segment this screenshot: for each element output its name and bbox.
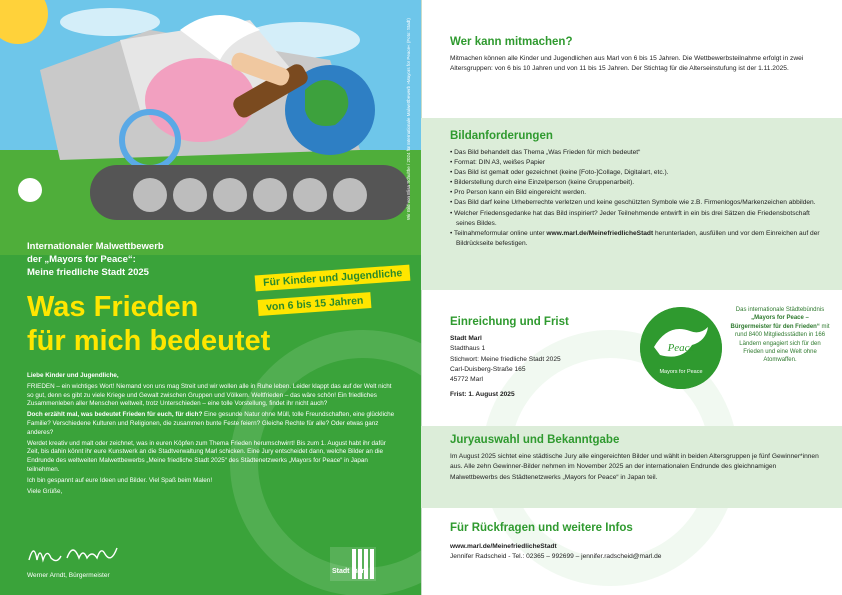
section-submission [421, 314, 651, 401]
mayors-for-peace-logo-text: Mayors for Peace [659, 369, 703, 375]
closing: Viele Grüße, [27, 487, 63, 495]
mayors-for-peace-info [730, 306, 830, 365]
section-title: Für Rückfragen und weitere Infos [450, 522, 633, 534]
list-item: • Bilderstellung durch eine Einzelperson (keine Gruppenarbeit). [450, 178, 822, 188]
stadt-marl-logo [330, 547, 376, 581]
headline-line: Was Frieden [27, 291, 199, 323]
address-line: 45772 Marl [450, 376, 483, 384]
competition-title [27, 240, 287, 279]
section-text: Im August 2025 sichtet eine städtische Jury alle eingereichten Bilder und wählt in beiden Altersgruppen je fünf Gewinner*innen aus. Alle zehn Gewinner-Bilder nehmen im November 2025 an der internationalen Endrunde des gleichnamigen Malwettbewerbs des Städtenetzwerks „Mayors for Peace“ in Japan teil. [450, 453, 819, 481]
paragraph [27, 411, 397, 437]
section-title: Wer kann mitmachen? [450, 36, 573, 48]
address-line: Stichwort: Meine friedliche Stadt 2025 [450, 355, 561, 363]
mfp-name: „Mayors for Peace – Bürgermeister für den Frieden“ [730, 315, 820, 330]
requirements-list [450, 148, 822, 249]
address-line: Stadt Marl [450, 335, 482, 342]
mayors-for-peace-logo [640, 307, 722, 389]
list-item: • Das Bild behandelt das Thema „Was Frieden für mich bedeutet“ [450, 148, 822, 158]
paragraph: FRIEDEN – ein wichtiges Wort! Niemand von uns mag Streit und wir wollen alle in Ruhe leben. Leider klappt das auf der Welt nicht so gut, denn es gibt zu viele Kriege und Gewalt zwischen Gruppen und Völkern. Weltfrieden – das wäre schön! Ein friedliches Zusammenleben aller Menschen weltweit, trotz Unterschieden – eine tolle Vorstellung, findet ihr nicht auch? [27, 382, 392, 408]
list-item: • Format: DIN A3, weißes Papier [450, 158, 822, 168]
address-line: Stadthaus 1 [450, 345, 486, 353]
list-item: • Welcher Friedensgedanke hat das Bild inspiriert? Jeder Teilnehmende entwirft in ein bis drei Sätzen die Friedensbotschaft seines Bildes. [450, 209, 822, 229]
artwork-credit: Wir Bild von Elisa Schulthe / 2024 für Internationale Malwettbewerb »Mayors for Peace« (Foto: Stadt) [406, 18, 411, 220]
section-text: Mitmachen können alle Kinder und Jugendlichen aus Marl von 6 bis 15 Jahren. Die Wettbewerbsteilnahme erfolgt in zwei Altersgruppen: von 6 bis 10 Jahren und von 11 bis 15 Jahren. Der Stichtag für die Alterseinstufung ist der 1.11.2025. [450, 55, 804, 73]
competition-title-line: Internationaler Malwettbewerb [27, 241, 164, 252]
competition-title-line: Meine friedliche Stadt 2025 [27, 267, 149, 278]
form-link[interactable]: www.marl.de/MeinefriedlicheStadt [546, 229, 654, 237]
stadt-marl-logo-text: Stadt marl [332, 568, 367, 575]
mfp-text: Das internationale Städtebündnis [735, 307, 825, 313]
headline-line: für mich bedeutet [27, 325, 271, 357]
section-who [421, 34, 842, 75]
address-line: Carl-Duisberg-Straße 165 [450, 365, 526, 373]
list-item: • Das Bild darf keine Urheberrechte verletzen und keine geschützten Symbole wie z.B. Firmenlogos/Markenzeichen abbilden. [450, 198, 822, 208]
list-item-text: Teilnahmeformular online unter [454, 229, 547, 237]
competition-title-line: der „Mayors for Peace“: [27, 254, 136, 265]
address-block [450, 334, 631, 401]
paragraph: Werdet kreativ und malt oder zeichnet, was in euren Köpfen zum Thema Frieden herumschwirrt! Bis zum 1. August habt ihr dafür Zeit, bis dahin könnt ihr eure Kunstwerk an die Stadtverwaltung Marl schicken. Eine Jury entscheidet dann, welche Bilder an die Endrunde des weltweiten Malwettbewerbs „Meine friedliche Stadt 2025“ des Städtenetzwerks „Mayors for Peace“ in Japan teilnehmen. [27, 439, 386, 473]
section-title: Einreichung und Frist [450, 316, 569, 328]
mfp-text: mit rund 8400 Mitgliedsstädten in 166 Ländern engagiert sich für den Frieden und eine Welt ohne Atomwaffen. [734, 323, 830, 364]
list-item [450, 229, 822, 249]
list-item: • Pro Person kann ein Bild eingereicht werden. [450, 188, 822, 198]
letter-body [27, 372, 397, 498]
headline [27, 290, 270, 358]
children-artwork-image [0, 0, 421, 255]
audience-banner: Für Kinder und Jugendliche [255, 265, 411, 292]
age-banner: von 6 bis 15 Jahren [258, 292, 372, 316]
section-title: Bildanforderungen [450, 130, 553, 142]
section-contact [421, 520, 842, 563]
contact-line: Jennifer Radscheid - Tel.: 02365 – 992699 – jennifer.radscheid@marl.de [450, 553, 662, 561]
info-link[interactable]: www.marl.de/MeinefriedlicheStadt [450, 543, 557, 550]
paragraph-question: Doch erzählt mal, was bedeutet Frieden für euch, für dich? [27, 411, 203, 419]
list-item: • Das Bild ist gemalt oder gezeichnet (keine [Foto-]Collage, Digitalart, etc.). [450, 168, 822, 178]
paragraph: Ich bin gespannt auf eure Ideen und Bilder. Viel Spaß beim Malen! [27, 476, 213, 484]
section-jury [421, 426, 842, 508]
paragraph-text: Eine gesunde Natur ohne Müll, tolle Freundschaften, eine glückliche Familie? Verschiedene Kulturen und Religionen, die zusammen bunte Feste feiern? Gleiche Rechte für alle? Oder etwas ganz anderes? [27, 411, 395, 436]
section-title: Juryauswahl und Bekanntgabe [450, 434, 620, 446]
signer-name: Werner Arndt, Bürgermeister [27, 572, 110, 579]
list-item-text: herunterladen, ausfüllen und vor dem Einreichen auf der Bildrückseite befestigen. [456, 229, 820, 247]
section-requirements [421, 118, 842, 290]
mayors-for-peace-logo-word: Peace [667, 342, 695, 354]
deadline: Frist: 1. August 2025 [450, 391, 515, 399]
salutation: Liebe Kinder und Jugendliche, [27, 372, 119, 379]
signature-image [27, 540, 127, 570]
